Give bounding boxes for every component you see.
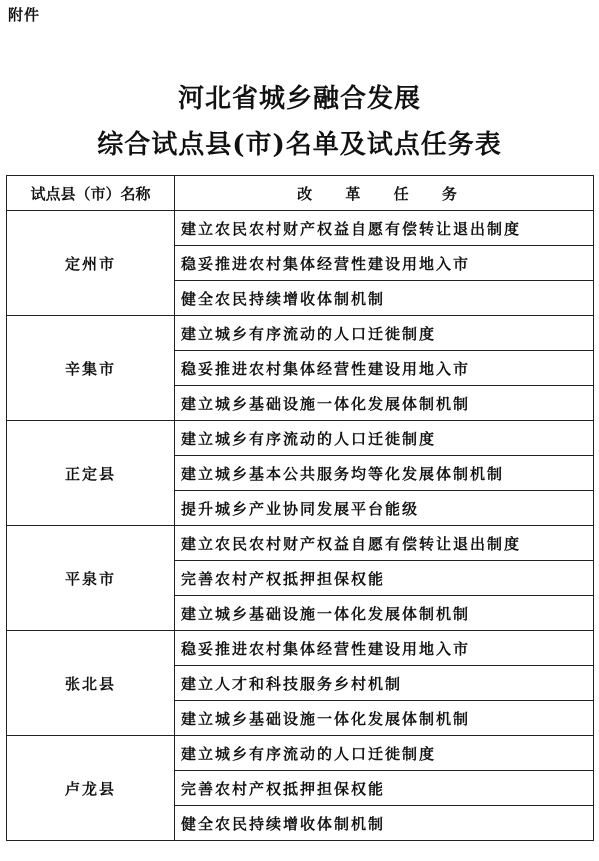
task-cell: 稳妥推进农村集体经营性建设用地入市	[175, 351, 594, 386]
table-row	[7, 631, 594, 666]
task-cell: 稳妥推进农村集体经营性建设用地入市	[175, 246, 594, 281]
county-name-cell: 辛集市	[7, 316, 175, 421]
county-name-cell: 卢龙县	[7, 736, 175, 841]
document-title-line2: 综合试点县(市)名单及试点任务表	[97, 130, 502, 160]
table-row	[7, 526, 594, 561]
table-header-row	[7, 176, 594, 211]
task-cell: 建立城乡基本公共服务均等化发展体制机制	[175, 456, 594, 491]
task-cell: 建立农民农村财产权益自愿有偿转让退出制度	[175, 526, 594, 561]
task-cell: 建立城乡基础设施一体化发展体制机制	[175, 386, 594, 421]
county-name-cell: 正定县	[7, 421, 175, 526]
pilot-task-table	[6, 175, 594, 841]
task-cell: 提升城乡产业协同发展平台能级	[175, 491, 594, 526]
county-name-cell: 张北县	[7, 631, 175, 736]
task-cell: 建立城乡基础设施一体化发展体制机制	[175, 701, 594, 736]
table-row	[7, 421, 594, 456]
table-row	[7, 211, 594, 246]
attachment-label: 附件	[8, 6, 41, 24]
county-name-cell: 定州市	[7, 211, 175, 316]
task-cell: 建立城乡有序流动的人口迁徙制度	[175, 736, 594, 771]
task-cell: 建立人才和科技服务乡村机制	[175, 666, 594, 701]
task-cell: 建立城乡基础设施一体化发展体制机制	[175, 596, 594, 631]
table-row	[7, 316, 594, 351]
task-cell: 健全农民持续增收体制机制	[175, 806, 594, 841]
task-cell: 健全农民持续增收体制机制	[175, 281, 594, 316]
task-cell: 建立城乡有序流动的人口迁徙制度	[175, 316, 594, 351]
task-cell: 完善农村产权抵押担保权能	[175, 771, 594, 806]
header-reform-tasks: 改 革 任 务	[175, 176, 594, 211]
task-cell: 稳妥推进农村集体经营性建设用地入市	[175, 631, 594, 666]
county-name-cell: 平泉市	[7, 526, 175, 631]
task-cell: 完善农村产权抵押担保权能	[175, 561, 594, 596]
task-cell: 建立农民农村财产权益自愿有偿转让退出制度	[175, 211, 594, 246]
document-title-line1: 河北省城乡融合发展	[177, 84, 421, 114]
task-cell: 建立城乡有序流动的人口迁徙制度	[175, 421, 594, 456]
header-county-name: 试点县（市）名称	[7, 176, 175, 211]
table-row	[7, 736, 594, 771]
